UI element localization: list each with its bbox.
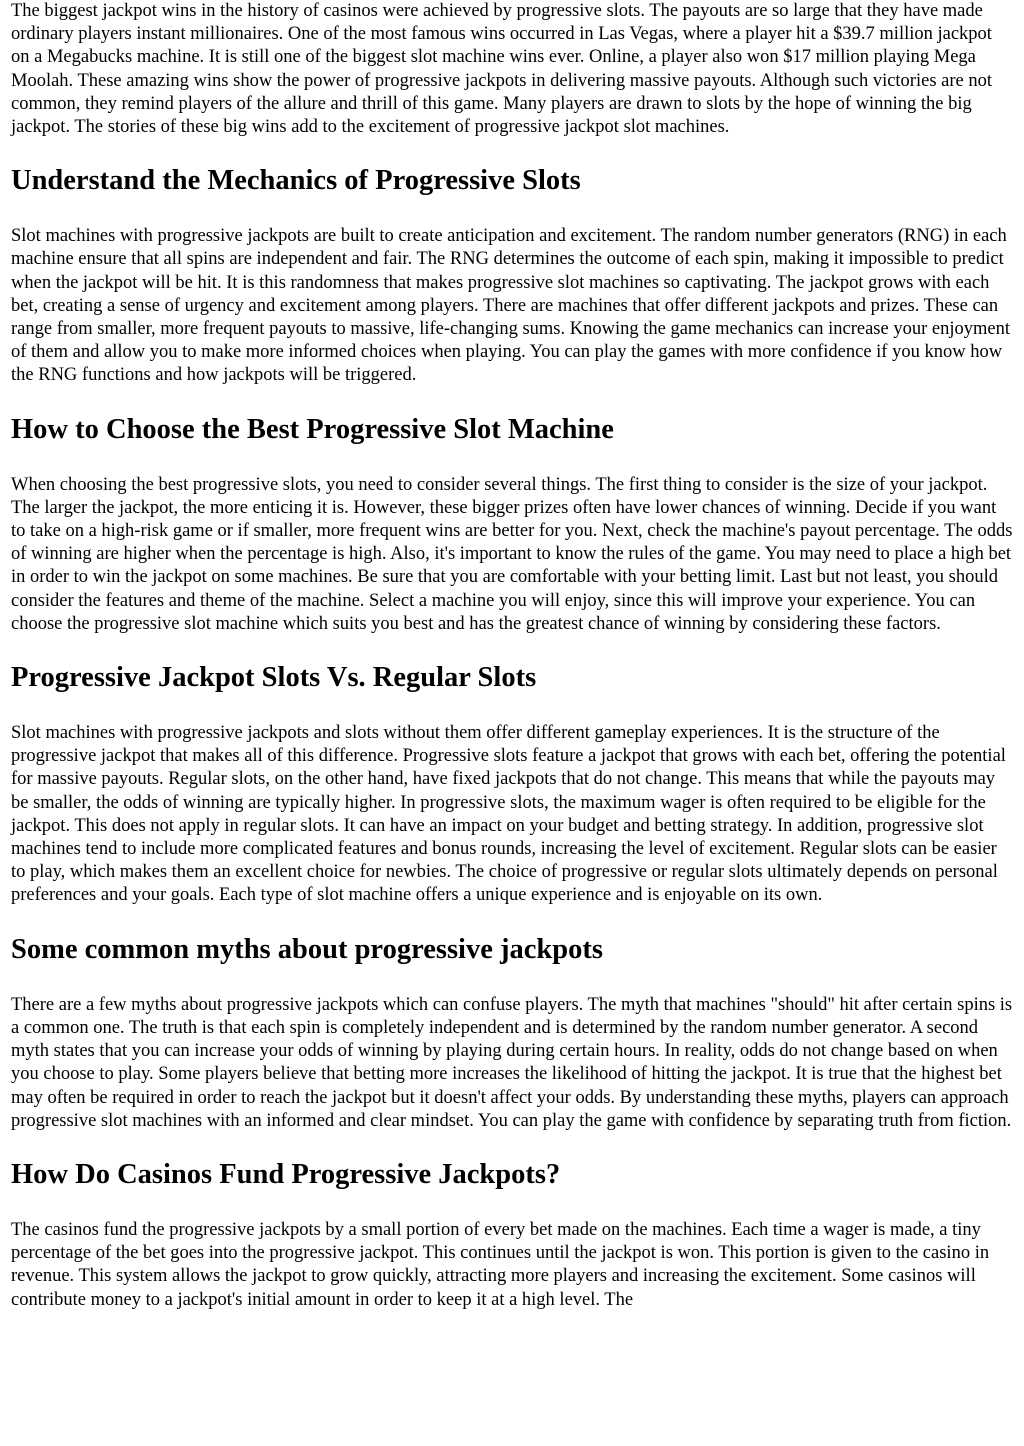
intro-paragraph: The biggest jackpot wins in the history of casinos were achieved by progressive slots. The payouts are so large that they have made ordinary players instant millionaires. One of the most famous wins occurred in Las Vegas, where a player hit a $39.7 million jackpot on a Megabucks machine. It is still one of the biggest slot machine wins ever. Online, a player also won $17 million playing Mega Moolah. These amazing wins show the power of progressive jackpots in delivering massive payouts. Although such victories are not common, they remind players of the allure and thrill of this game. Many players are drawn to slots by the hope of winning the big jackpot. The stories of these big wins add to the excitement of progressive jackpot slot machines.: [11, 1, 992, 138]
section-body-versus: Slot machines with progressive jackpots and slots without them offer different gameplay experiences. It is the structure of the progressive jackpot that makes all of this difference. Progressive slots feature a jackpot that grows with each bet, offering the potential for massive payouts. Regular slots, on the other hand, have fixed jackpots that do not change. This means that while the payouts may be smaller, the odds of winning are typically higher. In progressive slots, the maximum wager is often required to be eligible for the jackpot. This does not apply in regular slots. It can have an impact on your budget and betting strategy. In addition, progressive slot machines tend to include more complicated features and bonus rounds, increasing the level of excitement. Regular slots can be easier to play, which makes them an excellent choice for newbies. The choice of progressive or regular slots ultimately depends on personal preferences and your goals. Each type of slot machine offers a unique experience and is enjoyable on its own.: [11, 723, 1006, 906]
section-body-myths: There are a few myths about progressive jackpots which can confuse players. The myth that machines "should" hit after certain spins is a common one. The truth is that each spin is completely independent and is determined by the random number generator. A second myth states that you can increase your odds of winning by playing during certain hours. In reality, odds do not change based on when you choose to play. Some players believe that betting more increases the likelihood of hitting the jackpot. It is true that the highest bet may often be required in order to reach the jackpot but it doesn't affect your odds. By understanding these myths, players can approach progressive slot machines with an informed and clear mindset. You can play the game with confidence by separating truth from fiction.: [11, 994, 1013, 1131]
section-body-choose: When choosing the best progressive slots, you need to consider several things. The first thing to consider is the size of your jackpot. The larger the jackpot, the more enticing it is. However, these bigger prizes often have lower chances of winning. Decide if you want to take on a high-risk game or if smaller, more frequent wins are better for you. Next, check the machine's payout percentage. The odds of winning are higher when the percentage is high. Also, it's important to know the rules of the game. You may need to place a high bet in order to win the jackpot on some machines. Be sure that you are comfortable with your betting limit. Last but not least, you should consider the features and theme of the machine. Select a machine you will enjoy, since this will improve your experience. You can choose the progressive slot machine which suits you best and has the greatest chance of winning by considering these factors.: [11, 474, 1013, 634]
section-body-mechanics: Slot machines with progressive jackpots are built to create anticipation and excitement. The random number generators (RNG) in each machine ensure that all spins are independent and fair. The RNG determines the outcome of each spin, making it impossible to predict when the jackpot will be hit. It is this randomness that makes progressive slot machines so captivating. The jackpot grows with each bet, creating a sense of urgency and excitement among players. There are machines that offer different jackpots and prizes. These can range from smaller, more frequent payouts to massive, life-changing sums. Knowing the game mechanics can increase your enjoyment of them and allow you to make more informed choices when playing. You can play the games with more confidence if you know how the RNG functions and how jackpots will be triggered.: [11, 226, 1010, 386]
section-heading-funding: How Do Casinos Fund Progressive Jackpots?: [11, 1158, 561, 1190]
section-heading-versus: Progressive Jackpot Slots Vs. Regular Slots: [11, 662, 537, 694]
section-body-funding: The casinos fund the progressive jackpots by a small portion of every bet made on the machines. Each time a wager is made, a tiny percentage of the bet goes into the progressive jackpot. This continues until the jackpot is won. This portion is given to the casino in revenue. This system allows the jackpot to grow quickly, attracting more players and increasing the excitement. Some casinos will contribute money to a jackpot's initial amount in order to keep it at a high level. The: [11, 1219, 990, 1310]
section-heading-myths: Some common myths about progressive jackpots: [11, 933, 603, 965]
section-heading-mechanics: Understand the Mechanics of Progressive Slots: [11, 165, 581, 197]
section-heading-choose: How to Choose the Best Progressive Slot Machine: [11, 413, 614, 445]
